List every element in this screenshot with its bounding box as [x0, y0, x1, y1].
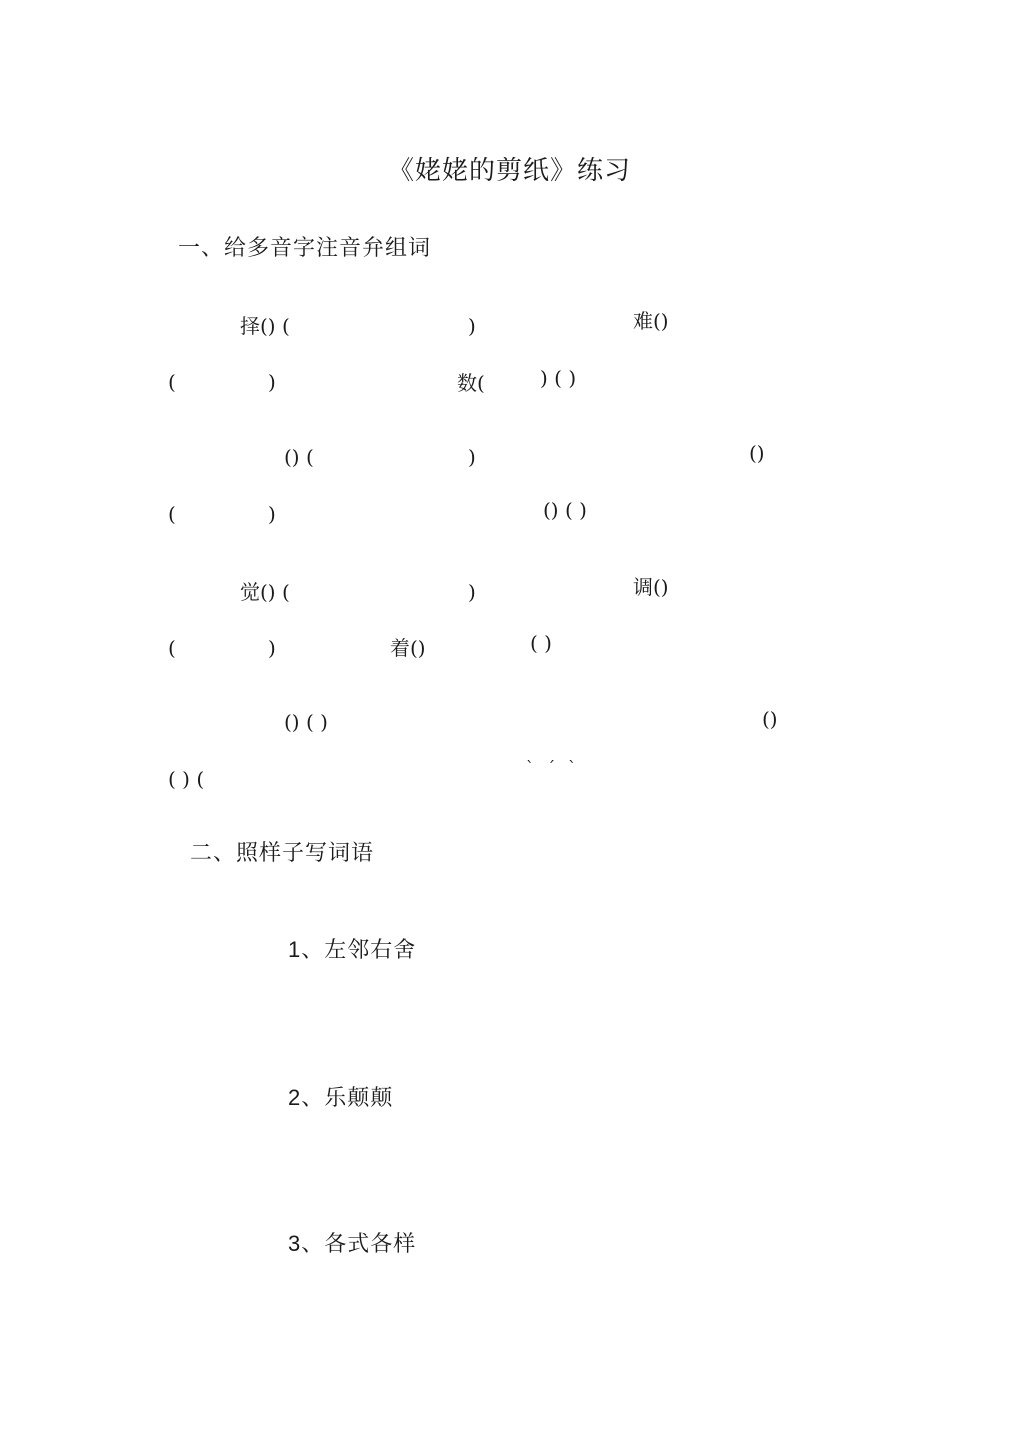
- page-title: 《姥姥的剪纸》练习: [388, 156, 632, 186]
- fragment-parens: ) ( ): [540, 366, 577, 390]
- fragment-parens: () ( ): [543, 498, 587, 522]
- fragment-shu: 数(: [457, 371, 485, 395]
- fragment-parens: (): [749, 441, 765, 465]
- fragment-parens: () (: [284, 445, 314, 469]
- fragment-ze: 择() (: [240, 314, 290, 338]
- item-number: 3、: [287, 1231, 325, 1256]
- section-1-heading: 一、给多音字注音弁组词: [178, 236, 432, 261]
- fragment-tiao: 调(): [633, 575, 669, 599]
- item-number: 2、: [287, 1085, 325, 1110]
- fragment-nan: 难(): [633, 309, 669, 333]
- fragment-open-paren: (: [168, 370, 176, 394]
- fragment-open-paren: (: [168, 636, 176, 660]
- fragment-jue: 觉() (: [240, 580, 290, 604]
- list-item: [240, 917, 416, 984]
- section-2-heading: 二、照样子写词语: [190, 841, 375, 866]
- fragment-close-paren: ): [468, 314, 476, 338]
- item-text: 乐颠颠: [324, 1086, 394, 1111]
- item-number: 1、: [287, 937, 325, 962]
- fragment-open-paren: (: [168, 502, 176, 526]
- item-text: 各式各样: [324, 1232, 417, 1257]
- item-text: 左邻右舍: [324, 938, 417, 963]
- fragment-close-paren: ): [468, 445, 476, 469]
- fragment-close-paren: ): [268, 636, 276, 660]
- fragment-zhao: 着(): [390, 636, 426, 660]
- fragment-parens: (): [762, 707, 778, 731]
- list-item: [240, 1065, 393, 1132]
- tone-marks: ` ´ `: [526, 758, 581, 777]
- fragment-parens: () ( ): [284, 710, 328, 734]
- fragment-close-paren: ): [268, 502, 276, 526]
- fragment-parens: ( ) (: [168, 767, 205, 791]
- fragment-close-paren: ): [268, 370, 276, 394]
- fragment-parens: ( ): [530, 631, 552, 655]
- list-item: [240, 1211, 416, 1278]
- fragment-close-paren: ): [468, 580, 476, 604]
